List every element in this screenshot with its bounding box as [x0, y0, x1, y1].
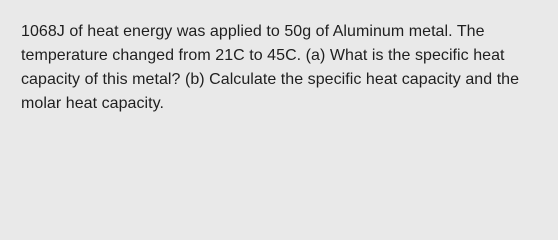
question-text: 1068J of heat energy was applied to 50g of Aluminum metal. The temperature changed from 21C to 45C. (a) What is the specific heat capacity of this metal? (b) Calculate the specific heat capacity and the molar heat capacity. [21, 23, 520, 112]
